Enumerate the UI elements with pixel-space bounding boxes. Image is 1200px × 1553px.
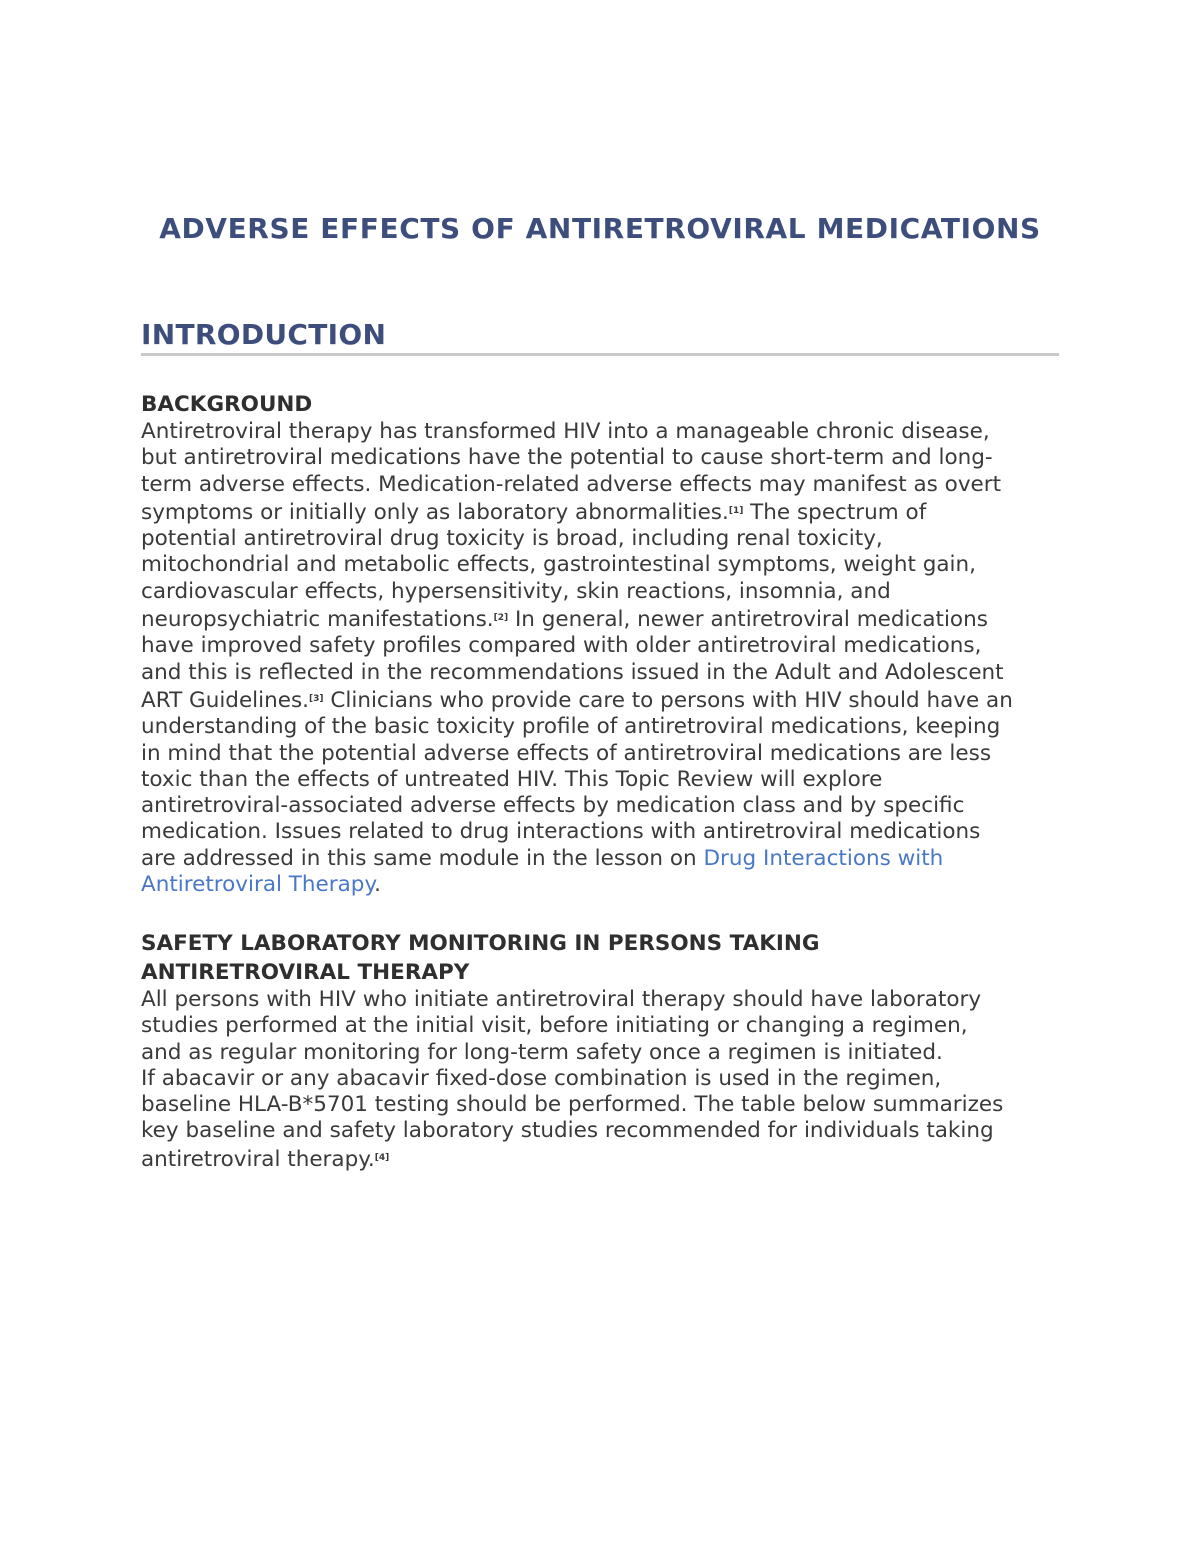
reference-marker-3[interactable]: [3] xyxy=(309,693,324,704)
text-line: but antiretroviral medications have the potential to cause short-term and long- xyxy=(141,445,993,471)
section-heading-introduction: INTRODUCTION xyxy=(141,318,1059,356)
reference-marker-1[interactable]: [1] xyxy=(728,505,744,516)
text-line: term adverse effects. Medication-related adverse effects may manifest as overt xyxy=(141,471,1002,497)
text-line: antiretroviral therapy. xyxy=(141,1146,375,1172)
text-line: If abacavir or any abacavir fixed-dose combination is used in the regimen, xyxy=(141,1065,942,1091)
text-line: The spectrum of xyxy=(743,499,927,525)
text-line: toxic than the effects of untreated HIV. This Topic Review will explore xyxy=(141,766,883,792)
document-title: ADVERSE EFFECTS OF ANTIRETROVIRAL MEDICATIONS xyxy=(159,212,1041,245)
safety-paragraph-1 xyxy=(141,987,1059,1066)
text-line: antiretroviral-associated adverse effects by medication class and by specific xyxy=(141,793,965,819)
text-line: Clinicians who provide care to persons with HIV should have an xyxy=(323,687,1013,713)
text-line: Antiretroviral therapy has transformed HIV into a manageable chronic disease, xyxy=(141,419,990,444)
text-line: cardiovascular effects, hypersensitivity, skin reactions, insomnia, and xyxy=(141,578,891,604)
text-line: medication. Issues related to drug interactions with antiretroviral medications xyxy=(141,819,981,845)
text-line: . xyxy=(374,872,381,898)
background-heading: BACKGROUND xyxy=(141,392,313,417)
text-line: ART Guidelines. xyxy=(141,687,310,713)
text-line: All persons with HIV who initiate antiretroviral therapy should have laboratory xyxy=(141,987,982,1012)
drug-interactions-link[interactable]: Drug Interactions with Antiretroviral Therapy xyxy=(141,845,944,898)
reference-marker-2[interactable]: [2] xyxy=(493,613,509,624)
text-line: understanding of the basic toxicity profile of antiretroviral medications, keeping xyxy=(141,714,1001,740)
background-paragraph xyxy=(141,419,1059,898)
safety-monitoring-section xyxy=(141,929,1059,1173)
safety-monitoring-heading: SAFETY LABORATORY MONITORING IN PERSONS TAKING ANTIRETROVIRAL THERAPY xyxy=(141,931,820,985)
text-line: in mind that the potential adverse effects of antiretroviral medications are less xyxy=(141,740,992,766)
safety-paragraph-2 xyxy=(141,1066,1059,1173)
text-line: mitochondrial and metabolic effects, gastrointestinal symptoms, weight gain, xyxy=(141,552,976,578)
reference-marker-4[interactable]: [4] xyxy=(374,1152,390,1163)
text-line: baseline HLA-B*5701 testing should be performed. The table below summarizes xyxy=(141,1092,1004,1118)
background-section xyxy=(141,390,1059,898)
text-line: have improved safety profiles compared with older antiretroviral medications, xyxy=(141,633,982,659)
text-line: studies performed at the initial visit, before initiating or changing a regimen, xyxy=(141,1013,968,1039)
text-line: potential antiretroviral drug toxicity is broad, including renal toxicity, xyxy=(141,526,883,552)
text-line: and this is reflected in the recommendations issued in the Adult and Adolescent xyxy=(141,659,1004,685)
text-line: neuropsychiatric manifestations. xyxy=(141,607,494,633)
text-line: are addressed in this same module in the lesson on xyxy=(141,845,704,871)
text-line: symptoms or initially only as laboratory abnormalities. xyxy=(141,499,729,525)
text-line: and as regular monitoring for long-term safety once a regimen is initiated. xyxy=(141,1039,943,1065)
text-line: In general, newer antiretroviral medications xyxy=(508,607,988,633)
text-line: key baseline and safety laboratory studies recommended for individuals taking xyxy=(141,1118,994,1144)
